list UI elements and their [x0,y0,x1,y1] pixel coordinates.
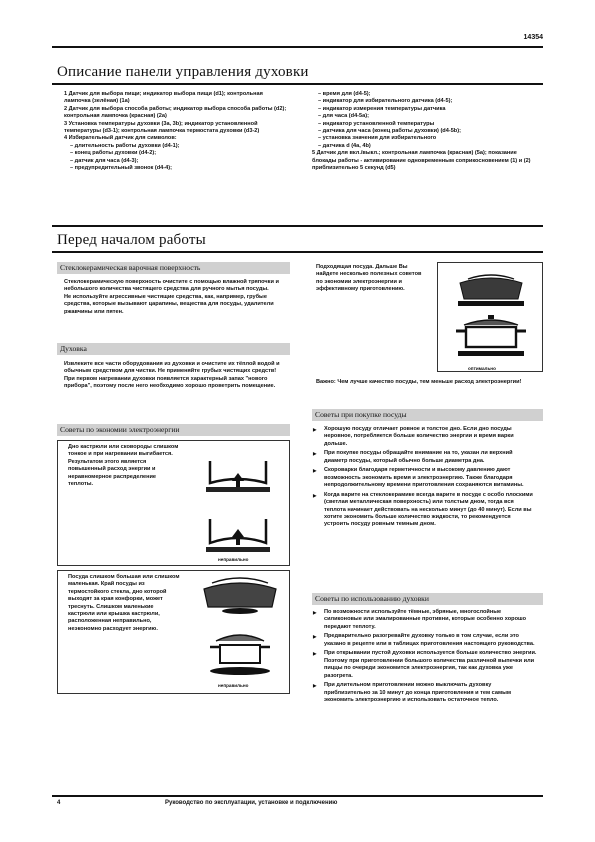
suitable-cookware-panel [437,262,543,372]
energy-tip-panel-1 [57,440,290,566]
important-note: Важно: Чем лучше качество посуды, тем меньше расход электроэнергии! [316,379,522,385]
suitable-cookware-text: Подходящая посуда. Дальше Вы найдете несколько полезных советов по экономии электроэнергии и эффективному приготовлению. [316,264,422,293]
pot-wrong-size-illustration [198,575,282,681]
heading-oven-usage: Советы по использованию духовки [312,593,543,605]
energy-tip-text-1: Дно кастрюли или сковороды слишком тонкое и при нагревании выгибается. Результатом этого является повышенный расход энергии и неравномерное распределение теплоты. [68,444,179,488]
energy-tip-text-2: Посуда слишком большая или слишком маленькая. Край посуды из термостойкого стекла, дно которой выходят за края конфорки, может треснуть. Слишком маленькие кастрюли или крышка кастрюли, расположенная неправильно, неэкономно расходует энергию. [68,574,180,632]
pot-optimal-illustration [450,269,532,363]
glass-ceramic-text [64,279,286,316]
list-item: ▶ При покупке посуды обращайте внимание на то, указан ли верхний диаметр посуды, который обычно больше диаметра дна. [312,450,537,465]
panel-item: 3 Установка температуры духовки (3a, 3b); индикатор установленной температуры (d3-1); контрольная лампочка термостата духовки (d3-2) [64,120,260,135]
panel-item: – конец работы духовки (d4-2); [70,150,157,157]
panel-item: – время для (d4-5); [318,91,371,97]
heading-glass-ceramic: Стеклокерамическая варочная поверхность [57,262,290,274]
top-rule [52,46,543,48]
caption-wrong-1: неправильно [218,557,249,562]
paragraph: При первом нагревании духовки появляется характерный запах "нового прибора", поэтому после него необходимо хорошо проветрить помещение. [64,375,276,390]
list-item: ▶ При открывании пустой духовки используется больше количество энергии. Поэтому при приготовлении большого количества различной выпечки или пиццы по очереди экономится электроэнергия, так как духовка уже разогрета. [312,650,537,680]
pot-thin-bottom-illustration [198,453,278,563]
paragraph: Извлеките все части оборудования из духовки и очистите их тёплой водой и обычным средством для чистки. Не применяйте грубых чистящих средств! [64,361,280,375]
panel-item: 1 Датчик для выбора пищи; индикатор выбора пищи (d1); контрольная лампочка (зелёная) (1a) [64,91,263,105]
panel-item: – индикатор установленной температуры [318,120,435,127]
list-item: ▶ Хорошую посуду отличает ровное и толстое дно. Если дно посуды неровное, потребляется больше количество энергии и время варки дольше. [312,426,537,448]
title-rule [52,83,543,85]
list-item: ▶ По возможности используйте тёмные, эбряные, многослойные силиконовые или эмалированные противни, которые особенно хорошо передают теплоту. [312,609,537,631]
panel-item: 5 Датчик для вкл./выкл.; контрольная лампочка (красная) (5a); показание блокады работы - активирование одновременным соприкосновением (1) и (2) приблизительно 5 секунд (d5) [312,150,531,172]
panel-item: 4 Избирательный датчик для символов: [64,135,177,142]
panel-item: – индикатор измерения температуры датчика [318,105,446,112]
paragraph: Не используйте агрессивные чистящие средства, как, например, грубые средства, которые вызывают царапины, вещества для посуды, удалители ржавчины или пятен. [64,293,274,315]
list-item: ▶ Предварительно разогревайте духовку только в том случае, если это указано в рецепте или в таблицах приготовления настоящего руководства. [312,633,537,648]
panel-item: – датчик для часа (d4-3); [70,157,139,164]
list-item: ▶ Скороварки благодаря герметичности и высокому давлению дают возможность экономить время и электроэнергию. Также благодаря непродолжительному времени приготовления сохраняются витамины. [312,467,537,489]
buying-tips-list [312,426,537,531]
heading-buying-cookware: Советы при покупке посуды [312,409,543,421]
list-item: ▶ Когда варите на стеклокерамике всегда варите в посуде с особо плоскими (светлая металлическая поверхность) или толстым дном, тогда вся теплота начинает действовать на несколько минут (до 40 минут). Если вы хотите экономить больше количество жидкости, то рекомендуется устроить посуду ровным темным дном. [312,492,537,529]
panel-item: – датчика d (4a, 4b) [318,142,371,149]
heading-energy-saving: Советы по экономии электроэнергии [57,424,290,436]
footer-rule [52,795,543,797]
panel-item: – установка значения для избирательного [318,135,437,142]
energy-tip-panel-2 [57,570,290,694]
panel-item: – предупредительный звонок (d4-4); [70,165,172,172]
section-title-before-start: Перед началом работы [57,232,206,248]
oven-usage-tips-list [312,609,537,707]
page-number: 4 [57,800,61,806]
title-rule-2 [52,251,543,253]
panel-item: – для часа (d4-5a); [318,113,369,120]
panel-description-right [312,91,537,172]
footer-text: Руководство по эксплуатации, установке и подключению [165,800,338,806]
caption-wrong-2: неправильно [218,683,249,688]
panel-description-left [64,91,289,172]
panel-item: – индикатор для избирательного датчика (d4-5); [318,98,453,105]
caption-optimal: оптимально [468,366,496,371]
section-rule [52,225,543,227]
paragraph: Стеклокерамическую поверхность очистите с помощью влажной тряпочки и небольшого количества чистящего средства для ручного мытья посуды. [64,279,279,293]
panel-item: 2 Датчик для выбора способа работы; индикатор выбора способа работы (d2); контрольная лампочка (красная) (2a) [64,105,287,120]
heading-oven: Духовка [57,343,290,355]
panel-item: – датчика для часа (конец работы духовки) (d4-5b); [318,128,461,135]
document-number: 14354 [523,34,543,41]
section-title-control-panel: Описание панели управления духовки [57,64,309,80]
oven-text [64,361,286,391]
panel-item: – длительность работы духовки (d4-1); [70,142,180,149]
list-item: ▶ При длительном приготовлении можно выключать духовку приблизительно за 10 минут до конца приготовления и тем самым экономить электроэнергию и использовать остаточное тепло. [312,682,537,704]
